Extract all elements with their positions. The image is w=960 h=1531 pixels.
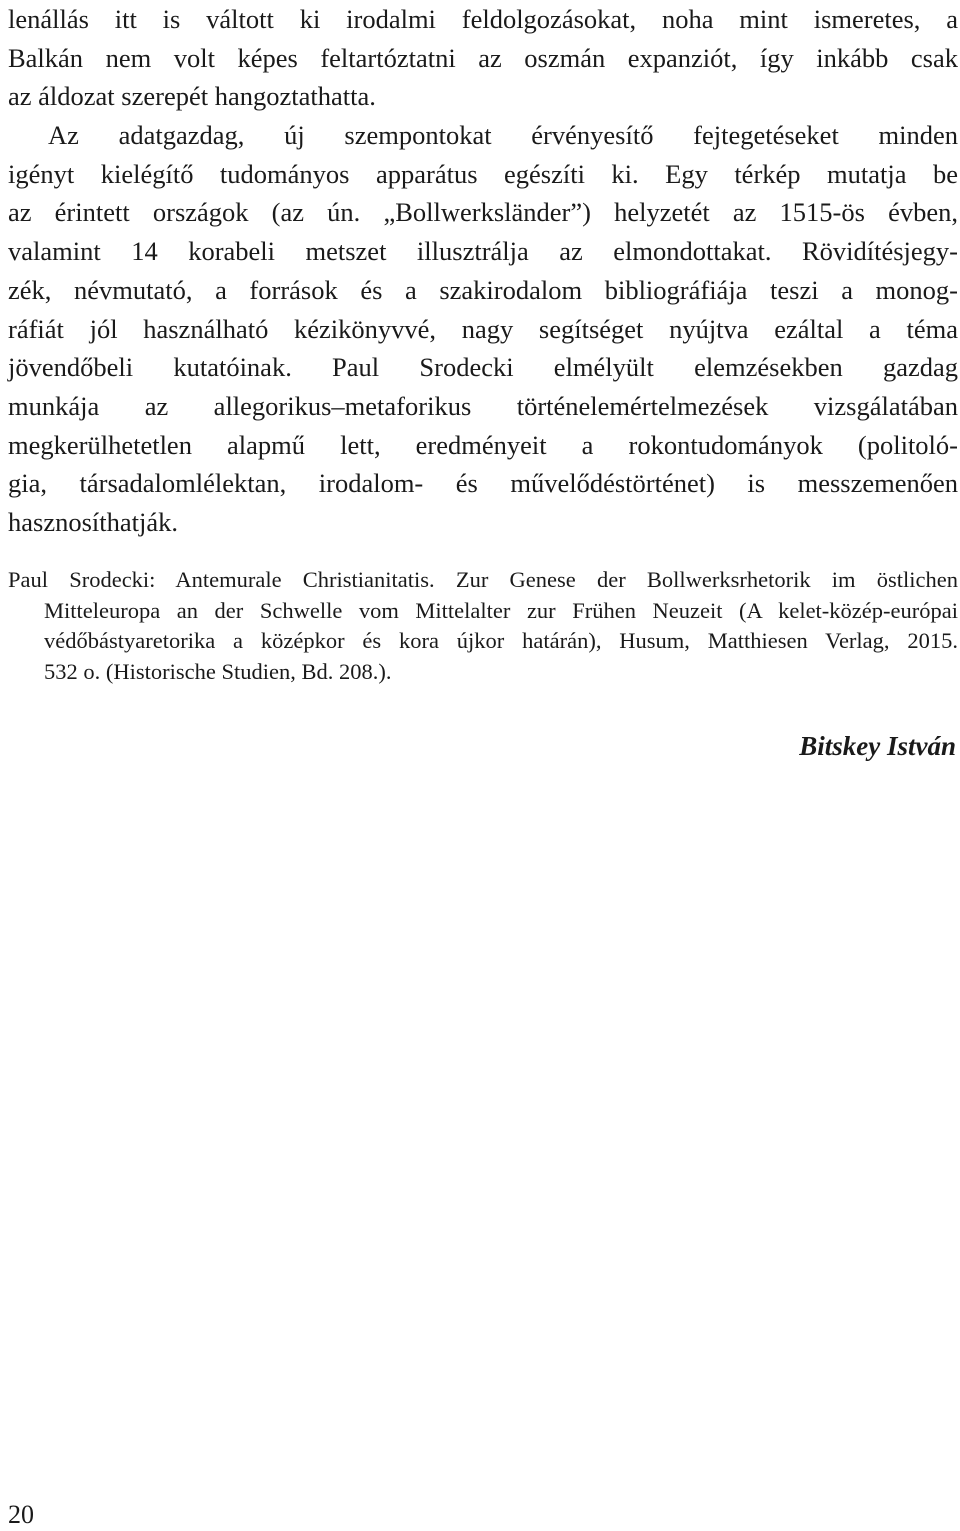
body-line: Az adatgazdag, új szempontokat érvényesítő fejtegetéseket minden	[48, 120, 958, 151]
citation-line: Paul Srodecki: Antemurale Christianitatis. Zur Genese der Bollwerksrhetorik im östlichen	[8, 567, 958, 592]
body-line: az érintett országok (az ún. „Bollwerksländer”) helyzetét az 1515-ös évben,	[8, 197, 958, 228]
author-signature: Bitskey István	[799, 731, 956, 761]
page-number: 20	[8, 1500, 34, 1529]
citation-line: védőbástyaretorika a középkor és kora újkor határán), Husum, Matthiesen Verlag, 2015.	[44, 628, 958, 654]
bibliographic-citation	[8, 565, 958, 688]
body-line: ráfiát jól használható kézikönyvvé, nagy segítséget nyújtva ezáltal a téma	[8, 313, 958, 344]
citation-line: 532 o. (Historische Studien, Bd. 208.).	[44, 659, 392, 685]
body-line: valamint 14 korabeli metszet illusztrálja az elmondottakat. Rövidítésjegy-	[8, 236, 958, 267]
citation-line: Mitteleuropa an der Schwelle vom Mittelalter zur Frühen Neuzeit (A kelet-közép-európai	[44, 597, 958, 623]
body-line: az áldozat szerepét hangoztathatta.	[8, 81, 376, 112]
body-line: megkerülhetetlen alapmű lett, eredményeit a rokontudományok (politoló-	[8, 429, 958, 460]
body-line: zék, névmutató, a források és a szakirodalom bibliográfiája teszi a monog-	[8, 274, 958, 305]
body-line: jövendőbeli kutatóinak. Paul Srodecki elmélyült elemzésekben gazdag	[8, 352, 958, 383]
body-line: gia, társadalomlélektan, irodalom- és művelődéstörténet) is messzemenően	[8, 468, 958, 499]
body-line: igényt kielégítő tudományos apparátus egészíti ki. Egy térkép mutatja be	[8, 158, 958, 189]
body-line: munkája az allegorikus–metaforikus történelemértelmezések vizsgálatában	[8, 390, 958, 421]
body-line: Balkán nem volt képes feltartóztatni az oszmán expanziót, így inkább csak	[8, 42, 958, 73]
body-line: lenállás itt is váltott ki irodalmi feldolgozásokat, noha mint ismeretes, a	[8, 4, 958, 34]
body-line: hasznosíthatják.	[8, 506, 178, 537]
review-body-text	[8, 0, 958, 542]
